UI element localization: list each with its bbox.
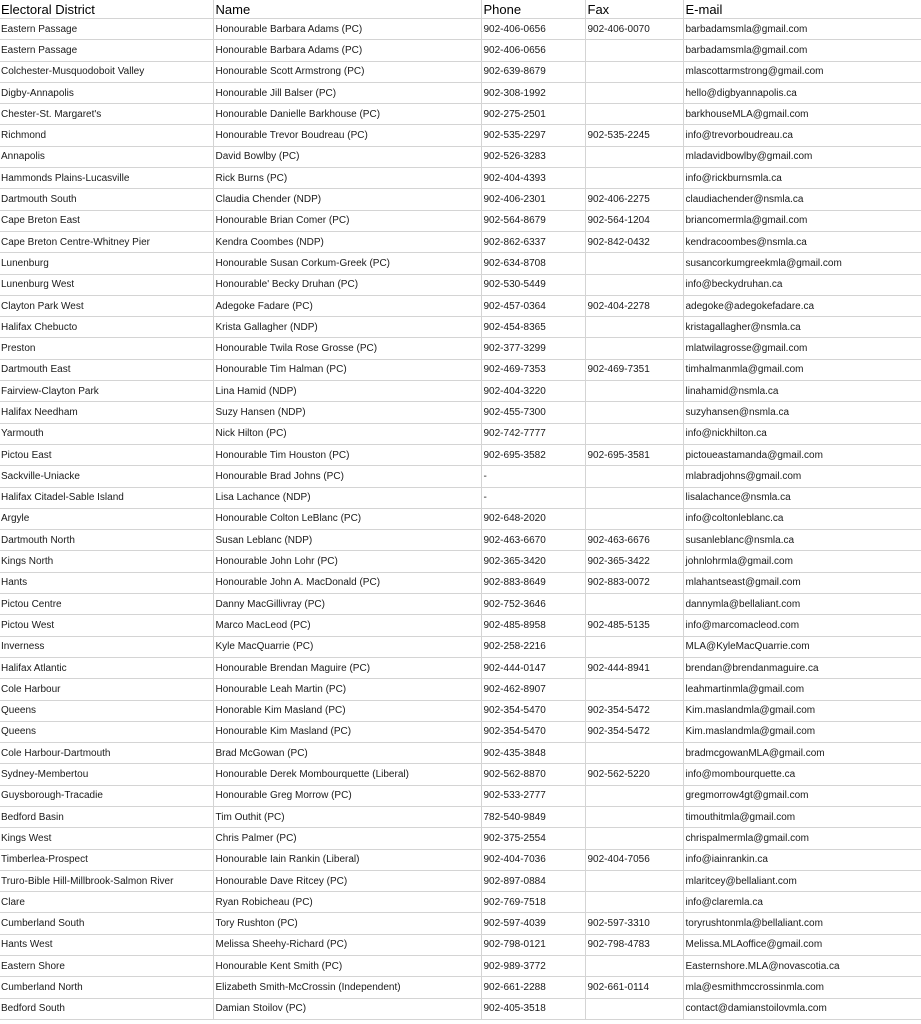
table-row <box>0 168 921 189</box>
cell-fax[interactable] <box>585 636 683 657</box>
cell-electoral-district[interactable]: Halifax Atlantic <box>0 657 213 678</box>
cell-phone[interactable]: 902-695-3582 <box>481 444 585 465</box>
cell-electoral-district[interactable]: Clare <box>0 892 213 913</box>
cell-email[interactable]: leahmartinmla@gmail.com <box>683 679 921 700</box>
cell-name[interactable]: Honourable Derek Mombourquette (Liberal) <box>213 764 481 785</box>
cell-electoral-district[interactable]: Queens <box>0 721 213 742</box>
table-row <box>0 870 921 891</box>
table-row <box>0 977 921 998</box>
cell-fax[interactable] <box>585 870 683 891</box>
cell-email[interactable]: toryrushtonmla@bellaliant.com <box>683 913 921 934</box>
cell-email[interactable]: info@marcomacleod.com <box>683 615 921 636</box>
cell-fax[interactable] <box>585 61 683 82</box>
cell-name[interactable]: Lina Hamid (NDP) <box>213 381 481 402</box>
cell-fax[interactable] <box>585 168 683 189</box>
table-row <box>0 594 921 615</box>
cell-fax[interactable] <box>585 402 683 423</box>
cell-fax[interactable] <box>585 253 683 274</box>
cell-electoral-district[interactable]: Pictou Centre <box>0 594 213 615</box>
table-row <box>0 849 921 870</box>
cell-email[interactable]: barbadamsmla@gmail.com <box>683 19 921 40</box>
cell-electoral-district[interactable]: Truro-Bible Hill-Millbrook-Salmon River <box>0 870 213 891</box>
cell-electoral-district[interactable]: Cape Breton Centre-Whitney Pier <box>0 231 213 252</box>
table-row <box>0 423 921 444</box>
cell-phone[interactable]: 902-533-2777 <box>481 785 585 806</box>
cell-name[interactable]: Chris Palmer (PC) <box>213 828 481 849</box>
cell-name[interactable]: Elizabeth Smith-McCrossin (Independent) <box>213 977 481 998</box>
cell-electoral-district[interactable]: Richmond <box>0 125 213 146</box>
cell-fax[interactable]: 902-661-0114 <box>585 977 683 998</box>
cell-name[interactable]: Honourable Dave Ritcey (PC) <box>213 870 481 891</box>
table-row <box>0 892 921 913</box>
cell-phone[interactable]: 902-406-2301 <box>481 189 585 210</box>
cell-email[interactable]: Melissa.MLAoffice@gmail.com <box>683 934 921 955</box>
table-row <box>0 572 921 593</box>
cell-phone[interactable]: - <box>481 487 585 508</box>
cell-email[interactable]: bradmcgowanMLA@gmail.com <box>683 743 921 764</box>
cell-name[interactable]: Marco MacLeod (PC) <box>213 615 481 636</box>
cell-electoral-district[interactable]: Dartmouth North <box>0 530 213 551</box>
cell-name[interactable]: Adegoke Fadare (PC) <box>213 295 481 316</box>
cell-email[interactable]: timhalmanmla@gmail.com <box>683 359 921 380</box>
cell-phone[interactable]: 902-354-5470 <box>481 700 585 721</box>
cell-phone[interactable]: 902-406-0656 <box>481 19 585 40</box>
cell-email[interactable]: mlascottarmstrong@gmail.com <box>683 61 921 82</box>
table-row <box>0 934 921 955</box>
cell-phone[interactable]: 902-648-2020 <box>481 508 585 529</box>
cell-name[interactable]: Honourable Greg Morrow (PC) <box>213 785 481 806</box>
table-row <box>0 806 921 827</box>
cell-electoral-district[interactable]: Bedford South <box>0 998 213 1019</box>
table-row <box>0 317 921 338</box>
table-row <box>0 508 921 529</box>
cell-fax[interactable] <box>585 40 683 61</box>
cell-name[interactable]: Honourable Susan Corkum-Greek (PC) <box>213 253 481 274</box>
cell-electoral-district[interactable]: Preston <box>0 338 213 359</box>
cell-email[interactable]: lisalachance@nsmla.ca <box>683 487 921 508</box>
table-row <box>0 998 921 1019</box>
cell-electoral-district[interactable]: Cape Breton East <box>0 210 213 231</box>
cell-phone[interactable]: 902-469-7353 <box>481 359 585 380</box>
cell-email[interactable]: gregmorrow4gt@gmail.com <box>683 785 921 806</box>
cell-electoral-district[interactable]: Kings North <box>0 551 213 572</box>
cell-email[interactable]: barkhouseMLA@gmail.com <box>683 104 921 125</box>
cell-phone[interactable]: - <box>481 466 585 487</box>
cell-email[interactable]: pictoueastamanda@gmail.com <box>683 444 921 465</box>
cell-phone[interactable]: 902-365-3420 <box>481 551 585 572</box>
cell-electoral-district[interactable]: Clayton Park West <box>0 295 213 316</box>
table-row <box>0 466 921 487</box>
cell-phone[interactable]: 902-634-8708 <box>481 253 585 274</box>
cell-fax[interactable]: 902-798-4783 <box>585 934 683 955</box>
cell-fax[interactable]: 902-406-2275 <box>585 189 683 210</box>
cell-fax[interactable]: 902-564-1204 <box>585 210 683 231</box>
cell-name[interactable]: Honourable Trevor Boudreau (PC) <box>213 125 481 146</box>
table-row <box>0 444 921 465</box>
cell-electoral-district[interactable]: Queens <box>0 700 213 721</box>
cell-phone[interactable]: 902-562-8870 <box>481 764 585 785</box>
cell-electoral-district[interactable]: Sackville-Uniacke <box>0 466 213 487</box>
cell-name[interactable]: Rick Burns (PC) <box>213 168 481 189</box>
cell-fax[interactable] <box>585 594 683 615</box>
cell-email[interactable]: info@rickburnsmla.ca <box>683 168 921 189</box>
cell-fax[interactable]: 902-597-3310 <box>585 913 683 934</box>
cell-name[interactable]: Susan Leblanc (NDP) <box>213 530 481 551</box>
cell-phone[interactable]: 902-406-0656 <box>481 40 585 61</box>
cell-electoral-district[interactable]: Pictou West <box>0 615 213 636</box>
cell-email[interactable]: mladavidbowlby@gmail.com <box>683 146 921 167</box>
cell-phone[interactable]: 902-463-6670 <box>481 530 585 551</box>
cell-phone[interactable]: 902-897-0884 <box>481 870 585 891</box>
table-row <box>0 615 921 636</box>
cell-name[interactable]: Nick Hilton (PC) <box>213 423 481 444</box>
table-row <box>0 381 921 402</box>
cell-name[interactable]: Tim Outhit (PC) <box>213 806 481 827</box>
cell-email[interactable]: dannymla@bellaliant.com <box>683 594 921 615</box>
cell-fax[interactable]: 902-535-2245 <box>585 125 683 146</box>
cell-email[interactable]: info@claremla.ca <box>683 892 921 913</box>
cell-name[interactable]: David Bowlby (PC) <box>213 146 481 167</box>
cell-name[interactable]: Honourable Danielle Barkhouse (PC) <box>213 104 481 125</box>
header-electoral-district[interactable]: Electoral District <box>0 0 213 19</box>
cell-phone[interactable]: 902-354-5470 <box>481 721 585 742</box>
cell-electoral-district[interactable]: Hants <box>0 572 213 593</box>
cell-name[interactable]: Lisa Lachance (NDP) <box>213 487 481 508</box>
cell-name[interactable]: Kyle MacQuarrie (PC) <box>213 636 481 657</box>
cell-electoral-district[interactable]: Bedford Basin <box>0 806 213 827</box>
cell-electoral-district[interactable]: Dartmouth East <box>0 359 213 380</box>
cell-name[interactable]: Melissa Sheehy-Richard (PC) <box>213 934 481 955</box>
cell-name[interactable]: Honourable Jill Balser (PC) <box>213 82 481 103</box>
cell-fax[interactable]: 902-883-0072 <box>585 572 683 593</box>
cell-email[interactable]: suzyhansen@nsmla.ca <box>683 402 921 423</box>
cell-email[interactable]: claudiachender@nsmla.ca <box>683 189 921 210</box>
cell-fax[interactable] <box>585 828 683 849</box>
cell-phone[interactable]: 902-989-3772 <box>481 956 585 977</box>
cell-electoral-district[interactable]: Kings West <box>0 828 213 849</box>
cell-fax[interactable]: 902-404-2278 <box>585 295 683 316</box>
cell-name[interactable]: Tory Rushton (PC) <box>213 913 481 934</box>
cell-electoral-district[interactable]: Hants West <box>0 934 213 955</box>
cell-email[interactable]: info@beckydruhan.ca <box>683 274 921 295</box>
cell-phone[interactable]: 902-404-3220 <box>481 381 585 402</box>
cell-email[interactable]: susanleblanc@nsmla.ca <box>683 530 921 551</box>
cell-email[interactable]: info@mombourquette.ca <box>683 764 921 785</box>
header-fax[interactable]: Fax <box>585 0 683 19</box>
cell-email[interactable]: brendan@brendanmaguire.ca <box>683 657 921 678</box>
cell-email[interactable]: info@trevorboudreau.ca <box>683 125 921 146</box>
table-row <box>0 359 921 380</box>
cell-phone[interactable]: 902-862-6337 <box>481 231 585 252</box>
cell-email[interactable]: mla@esmithmccrossinmla.com <box>683 977 921 998</box>
table-row <box>0 764 921 785</box>
cell-electoral-district[interactable]: Argyle <box>0 508 213 529</box>
cell-name[interactable]: Honourable Brendan Maguire (PC) <box>213 657 481 678</box>
table-row <box>0 657 921 678</box>
cell-email[interactable]: Kim.maslandmla@gmail.com <box>683 700 921 721</box>
cell-electoral-district[interactable]: Guysborough-Tracadie <box>0 785 213 806</box>
cell-name[interactable]: Honourable John Lohr (PC) <box>213 551 481 572</box>
cell-fax[interactable] <box>585 743 683 764</box>
table-row <box>0 913 921 934</box>
cell-phone[interactable]: 782-540-9849 <box>481 806 585 827</box>
header-name[interactable]: Name <box>213 0 481 19</box>
table-body <box>0 19 921 1020</box>
cell-email[interactable]: chrispalmermla@gmail.com <box>683 828 921 849</box>
cell-phone[interactable]: 902-752-3646 <box>481 594 585 615</box>
cell-fax[interactable] <box>585 317 683 338</box>
table-row <box>0 19 921 40</box>
table-row <box>0 146 921 167</box>
table-row <box>0 956 921 977</box>
cell-email[interactable]: susancorkumgreekmla@gmail.com <box>683 253 921 274</box>
cell-fax[interactable] <box>585 423 683 444</box>
cell-email[interactable]: adegoke@adegokefadare.ca <box>683 295 921 316</box>
cell-fax[interactable] <box>585 381 683 402</box>
cell-phone[interactable]: 902-444-0147 <box>481 657 585 678</box>
cell-email[interactable]: mlabradjohns@gmail.com <box>683 466 921 487</box>
cell-email[interactable]: timouthitmla@gmail.com <box>683 806 921 827</box>
cell-electoral-district[interactable]: Yarmouth <box>0 423 213 444</box>
cell-phone[interactable]: 902-404-7036 <box>481 849 585 870</box>
cell-electoral-district[interactable]: Cumberland North <box>0 977 213 998</box>
cell-name[interactable]: Claudia Chender (NDP) <box>213 189 481 210</box>
cell-name[interactable]: Honourable Colton LeBlanc (PC) <box>213 508 481 529</box>
cell-electoral-district[interactable]: Eastern Passage <box>0 40 213 61</box>
table-row <box>0 189 921 210</box>
table-row <box>0 210 921 231</box>
cell-fax[interactable] <box>585 338 683 359</box>
cell-fax[interactable] <box>585 785 683 806</box>
cell-fax[interactable]: 902-354-5472 <box>585 700 683 721</box>
cell-name[interactable]: Krista Gallagher (NDP) <box>213 317 481 338</box>
cell-name[interactable]: Honourable Iain Rankin (Liberal) <box>213 849 481 870</box>
cell-phone[interactable]: 902-530-5449 <box>481 274 585 295</box>
cell-name[interactable]: Honourable Kent Smith (PC) <box>213 956 481 977</box>
table-row <box>0 40 921 61</box>
cell-email[interactable]: Kim.maslandmla@gmail.com <box>683 721 921 742</box>
cell-electoral-district[interactable]: Lunenburg West <box>0 274 213 295</box>
cell-name[interactable]: Honourable Scott Armstrong (PC) <box>213 61 481 82</box>
cell-phone[interactable]: 902-798-0121 <box>481 934 585 955</box>
cell-electoral-district[interactable]: Halifax Citadel-Sable Island <box>0 487 213 508</box>
cell-fax[interactable] <box>585 892 683 913</box>
cell-phone[interactable]: 902-742-7777 <box>481 423 585 444</box>
cell-phone[interactable]: 902-769-7518 <box>481 892 585 913</box>
cell-fax[interactable]: 902-562-5220 <box>585 764 683 785</box>
cell-name[interactable]: Honourable' Becky Druhan (PC) <box>213 274 481 295</box>
cell-email[interactable]: briancomermla@gmail.com <box>683 210 921 231</box>
table-row <box>0 338 921 359</box>
cell-name[interactable]: Honourable Tim Houston (PC) <box>213 444 481 465</box>
cell-email[interactable]: info@coltonleblanc.ca <box>683 508 921 529</box>
cell-name[interactable]: Honourable Kim Masland (PC) <box>213 721 481 742</box>
cell-phone[interactable]: 902-526-3283 <box>481 146 585 167</box>
cell-name[interactable]: Kendra Coombes (NDP) <box>213 231 481 252</box>
cell-phone[interactable]: 902-485-8958 <box>481 615 585 636</box>
cell-fax[interactable]: 902-485-5135 <box>585 615 683 636</box>
cell-name[interactable]: Brad McGowan (PC) <box>213 743 481 764</box>
cell-fax[interactable]: 902-444-8941 <box>585 657 683 678</box>
cell-phone[interactable]: 902-435-3848 <box>481 743 585 764</box>
cell-name[interactable]: Honourable Brad Johns (PC) <box>213 466 481 487</box>
cell-email[interactable]: hello@digbyannapolis.ca <box>683 82 921 103</box>
cell-name[interactable]: Ryan Robicheau (PC) <box>213 892 481 913</box>
header-email[interactable]: E-mail <box>683 0 921 19</box>
cell-phone[interactable]: 902-535-2297 <box>481 125 585 146</box>
cell-electoral-district[interactable]: Fairview-Clayton Park <box>0 381 213 402</box>
cell-phone[interactable]: 902-454-8365 <box>481 317 585 338</box>
table-row <box>0 636 921 657</box>
cell-name[interactable]: Suzy Hansen (NDP) <box>213 402 481 423</box>
cell-phone[interactable]: 902-275-2501 <box>481 104 585 125</box>
cell-electoral-district[interactable]: Lunenburg <box>0 253 213 274</box>
cell-electoral-district[interactable]: Cole Harbour-Dartmouth <box>0 743 213 764</box>
cell-fax[interactable]: 902-469-7351 <box>585 359 683 380</box>
cell-fax[interactable]: 902-404-7056 <box>585 849 683 870</box>
cell-email[interactable]: contact@damianstoilovmla.com <box>683 998 921 1019</box>
cell-name[interactable]: Honourable John A. MacDonald (PC) <box>213 572 481 593</box>
cell-fax[interactable] <box>585 998 683 1019</box>
cell-fax[interactable]: 902-365-3422 <box>585 551 683 572</box>
cell-fax[interactable] <box>585 104 683 125</box>
cell-name[interactable]: Honourable Brian Comer (PC) <box>213 210 481 231</box>
table-row <box>0 785 921 806</box>
cell-name[interactable]: Honourable Barbara Adams (PC) <box>213 19 481 40</box>
cell-name[interactable]: Honorable Kim Masland (PC) <box>213 700 481 721</box>
cell-electoral-district[interactable]: Pictou East <box>0 444 213 465</box>
cell-electoral-district[interactable]: Cole Harbour <box>0 679 213 700</box>
table-row <box>0 551 921 572</box>
cell-electoral-district[interactable]: Halifax Chebucto <box>0 317 213 338</box>
cell-email[interactable]: info@iainrankin.ca <box>683 849 921 870</box>
cell-email[interactable]: mlatwilagrosse@gmail.com <box>683 338 921 359</box>
cell-name[interactable]: Honourable Leah Martin (PC) <box>213 679 481 700</box>
cell-email[interactable]: Easternshore.MLA@novascotia.ca <box>683 956 921 977</box>
cell-email[interactable]: mlahantseast@gmail.com <box>683 572 921 593</box>
cell-electoral-district[interactable]: Chester-St. Margaret's <box>0 104 213 125</box>
cell-fax[interactable]: 902-463-6676 <box>585 530 683 551</box>
cell-phone[interactable]: 902-564-8679 <box>481 210 585 231</box>
cell-electoral-district[interactable]: Halifax Needham <box>0 402 213 423</box>
cell-email[interactable]: johnlohrmla@gmail.com <box>683 551 921 572</box>
table-row <box>0 82 921 103</box>
cell-email[interactable]: kendracoombes@nsmla.ca <box>683 231 921 252</box>
table-row <box>0 61 921 82</box>
cell-electoral-district[interactable]: Digby-Annapolis <box>0 82 213 103</box>
cell-fax[interactable] <box>585 146 683 167</box>
cell-fax[interactable]: 902-406-0070 <box>585 19 683 40</box>
cell-fax[interactable]: 902-354-5472 <box>585 721 683 742</box>
table-row <box>0 487 921 508</box>
cell-email[interactable]: kristagallagher@nsmla.ca <box>683 317 921 338</box>
cell-phone[interactable]: 902-883-8649 <box>481 572 585 593</box>
cell-electoral-district[interactable]: Colchester-Musquodoboit Valley <box>0 61 213 82</box>
cell-electoral-district[interactable]: Dartmouth South <box>0 189 213 210</box>
cell-phone[interactable]: 902-258-2216 <box>481 636 585 657</box>
cell-fax[interactable]: 902-842-0432 <box>585 231 683 252</box>
cell-email[interactable]: barbadamsmla@gmail.com <box>683 40 921 61</box>
cell-electoral-district[interactable]: Eastern Shore <box>0 956 213 977</box>
cell-email[interactable]: linahamid@nsmla.ca <box>683 381 921 402</box>
cell-phone[interactable]: 902-639-8679 <box>481 61 585 82</box>
table-row <box>0 253 921 274</box>
cell-electoral-district[interactable]: Annapolis <box>0 146 213 167</box>
cell-email[interactable]: MLA@KyleMacQuarrie.com <box>683 636 921 657</box>
table-row <box>0 743 921 764</box>
cell-electoral-district[interactable]: Eastern Passage <box>0 19 213 40</box>
table-row <box>0 679 921 700</box>
table-row <box>0 231 921 252</box>
cell-fax[interactable] <box>585 274 683 295</box>
cell-phone[interactable]: 902-597-4039 <box>481 913 585 934</box>
cell-phone[interactable]: 902-375-2554 <box>481 828 585 849</box>
cell-fax[interactable] <box>585 466 683 487</box>
cell-electoral-district[interactable]: Hammonds Plains-Lucasville <box>0 168 213 189</box>
cell-fax[interactable] <box>585 956 683 977</box>
cell-phone[interactable]: 902-308-1992 <box>481 82 585 103</box>
table-row <box>0 530 921 551</box>
header-row <box>0 0 921 19</box>
cell-name[interactable]: Honourable Twila Rose Grosse (PC) <box>213 338 481 359</box>
table-row <box>0 295 921 316</box>
cell-phone[interactable]: 902-457-0364 <box>481 295 585 316</box>
cell-name[interactable]: Honourable Barbara Adams (PC) <box>213 40 481 61</box>
table-row <box>0 700 921 721</box>
cell-fax[interactable] <box>585 82 683 103</box>
header-phone[interactable]: Phone <box>481 0 585 19</box>
cell-fax[interactable] <box>585 508 683 529</box>
cell-phone[interactable]: 902-455-7300 <box>481 402 585 423</box>
table-row <box>0 125 921 146</box>
cell-phone[interactable]: 902-661-2288 <box>481 977 585 998</box>
cell-electoral-district[interactable]: Cumberland South <box>0 913 213 934</box>
cell-fax[interactable] <box>585 806 683 827</box>
cell-phone[interactable]: 902-404-4393 <box>481 168 585 189</box>
table-row <box>0 104 921 125</box>
cell-name[interactable]: Danny MacGillivray (PC) <box>213 594 481 615</box>
cell-electoral-district[interactable]: Timberlea-Prospect <box>0 849 213 870</box>
cell-fax[interactable] <box>585 679 683 700</box>
cell-name[interactable]: Honourable Tim Halman (PC) <box>213 359 481 380</box>
cell-email[interactable]: info@nickhilton.ca <box>683 423 921 444</box>
cell-phone[interactable]: 902-462-8907 <box>481 679 585 700</box>
table-row <box>0 402 921 423</box>
table-row <box>0 721 921 742</box>
cell-fax[interactable]: 902-695-3581 <box>585 444 683 465</box>
cell-electoral-district[interactable]: Inverness <box>0 636 213 657</box>
cell-fax[interactable] <box>585 487 683 508</box>
table-row <box>0 274 921 295</box>
cell-email[interactable]: mlaritcey@bellaliant.com <box>683 870 921 891</box>
table-row <box>0 828 921 849</box>
cell-electoral-district[interactable]: Sydney-Membertou <box>0 764 213 785</box>
cell-phone[interactable]: 902-405-3518 <box>481 998 585 1019</box>
cell-name[interactable]: Damian Stoilov (PC) <box>213 998 481 1019</box>
cell-phone[interactable]: 902-377-3299 <box>481 338 585 359</box>
